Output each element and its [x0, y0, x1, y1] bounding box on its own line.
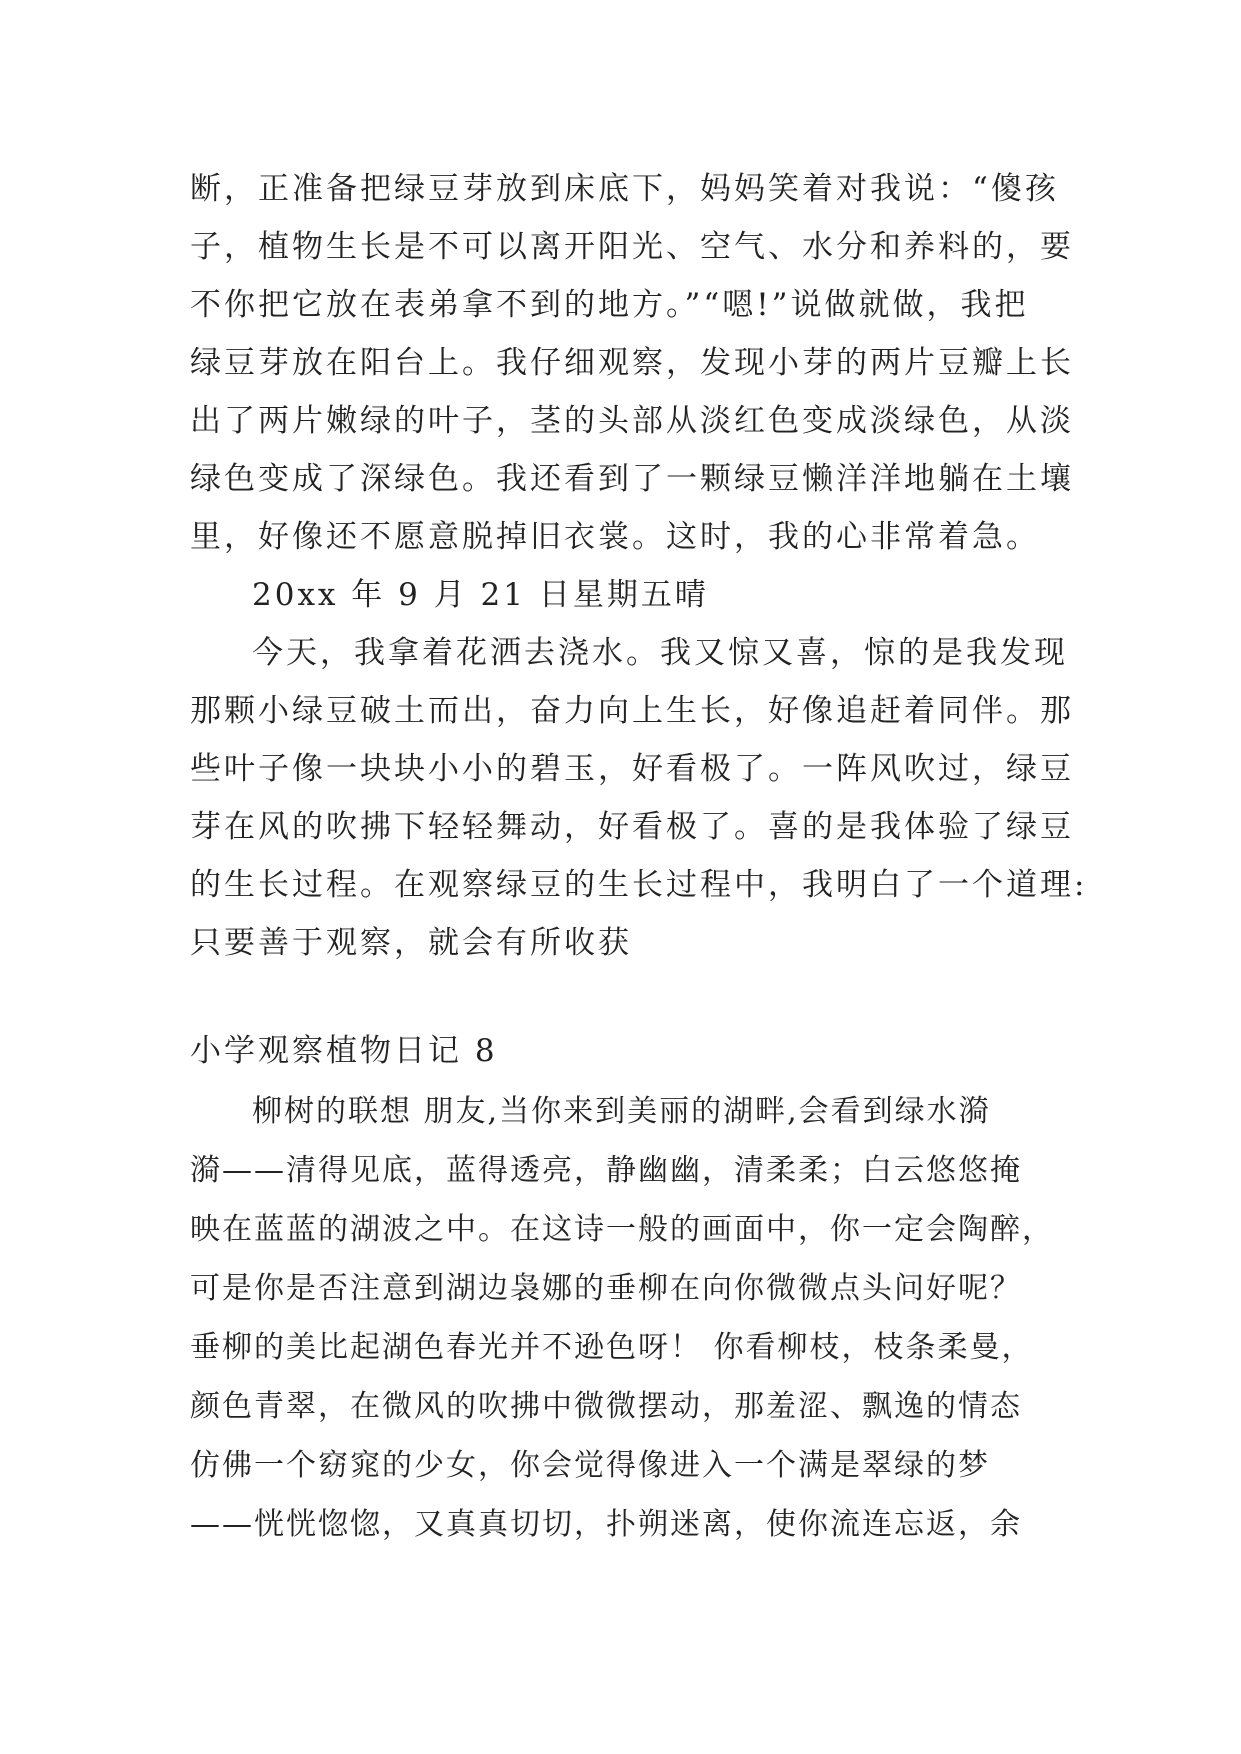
text-line: ——恍恍惚惚，又真真切切，扑朔迷离，使你流连忘返，余 [190, 1507, 1022, 1542]
text-line: 可是你是否注意到湖边袅娜的垂柳在向你微微点头问好呢？ [190, 1271, 1022, 1306]
text-line: 仿佛一个窈窕的少女，你会觉得像进入一个满是翠绿的梦 [190, 1448, 990, 1483]
text-line: 的生长过程。在观察绿豆的生长过程中，我明白了一个道理: [190, 867, 1088, 903]
text-line: 里，好像还不愿意脱掉旧衣裳。这时，我的心非常着急。 [190, 519, 1040, 555]
text-line: 只要善于观察，就会有所收获 [190, 925, 632, 961]
text-line: 断，正准备把绿豆芽放到床底下，妈妈笑着对我说：“傻孩 [190, 171, 1059, 207]
text-line: 那颗小绿豆破土而出，奋力向上生长，好像追赶着同伴。那 [190, 693, 1074, 729]
date-text: 20xx 年 9 月 21 日星期五晴 [252, 577, 709, 613]
text-line: 出了两片嫩绿的叶子，茎的头部从淡红色变成淡绿色，从淡 [190, 403, 1074, 439]
text-line: 不你把它放在表弟拿不到的地方。”“嗯!”说做就做，我把 [190, 287, 1029, 323]
paragraph-2 [190, 624, 1088, 972]
text-line: 今天，我拿着花洒去浇水。我又惊又喜，惊的是我发现 [252, 635, 1068, 671]
text-line: 些叶子像一块块小小的碧玉，好看极了。一阵风吹过，绿豆 [190, 751, 1074, 787]
text-line: 绿色变成了深绿色。我还看到了一颗绿豆懒洋洋地躺在土壤 [190, 461, 1074, 497]
text-line: 芽在风的吹拂下轻轻舞动，好看极了。喜的是我体验了绿豆 [190, 809, 1074, 845]
paragraph-3 [190, 1082, 1054, 1554]
text-line: 子，植物生长是不可以离开阳光、空气、水分和养料的，要 [190, 229, 1074, 265]
text-line: 映在蓝蓝的湖波之中。在这诗一般的画面中，你一定会陶醉， [190, 1212, 1054, 1247]
diary-date-line [190, 566, 1050, 624]
heading-text: 小学观察植物日记 8 [190, 1033, 498, 1069]
section-heading [190, 1022, 1050, 1080]
text-line: 垂柳的美比起湖色春光并不逊色呀！ 你看柳枝，枝条柔曼， [190, 1330, 1034, 1365]
text-line: 颜色青翠，在微风的吹拂中微微摆动，那羞涩、飘逸的情态 [190, 1389, 1022, 1424]
text-line: 漪——清得见底，蓝得透亮，静幽幽，清柔柔；白云悠悠掩 [190, 1153, 1022, 1188]
text-line: 绿豆芽放在阳台上。我仔细观察，发现小芽的两片豆瓣上长 [190, 345, 1074, 381]
text-line: 柳树的联想 朋友,当你来到美丽的湖畔,会看到绿水漪 [252, 1094, 991, 1129]
paragraph-1 [190, 160, 1074, 566]
